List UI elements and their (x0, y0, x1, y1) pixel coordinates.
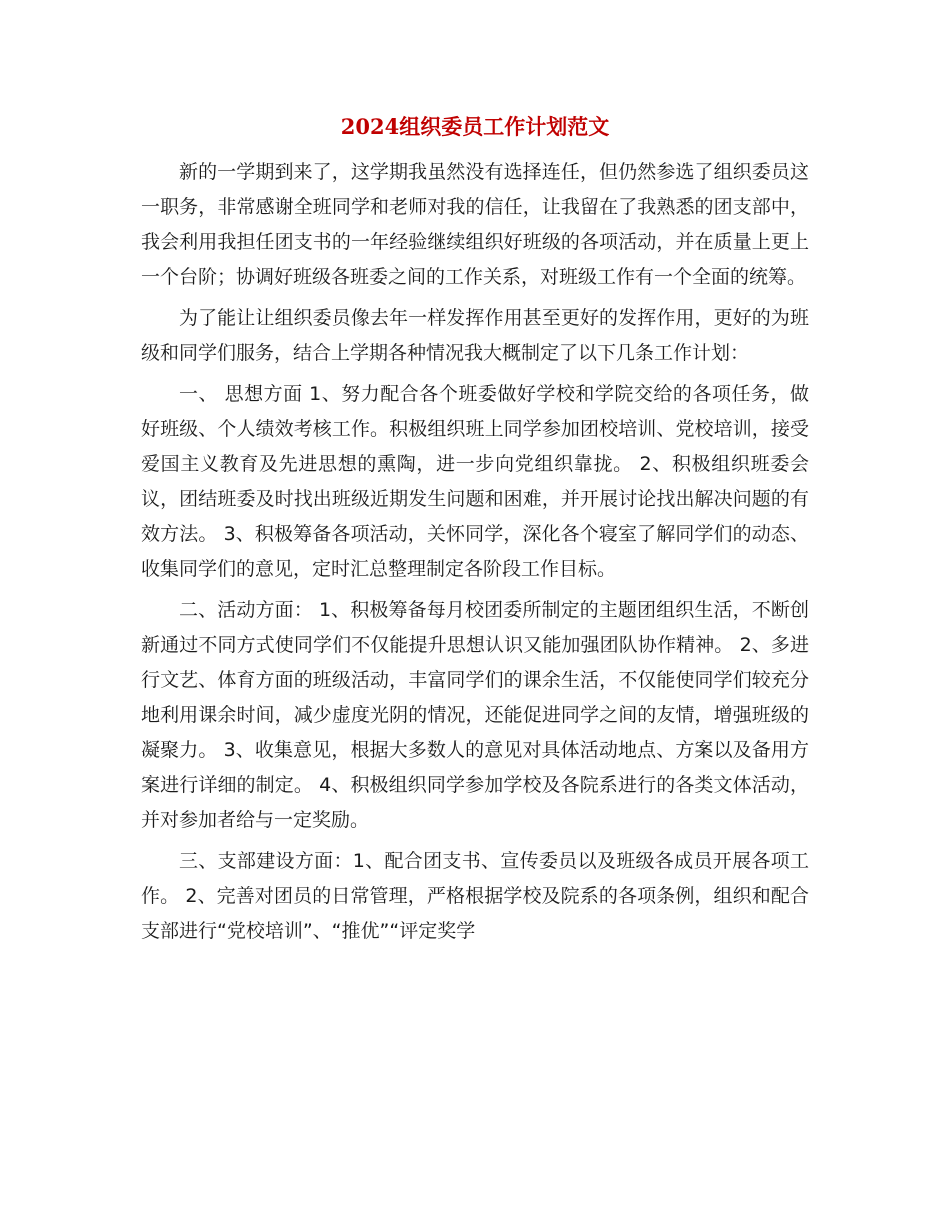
paragraph-activities: 二、活动方面： 1、积极筹备每月校团委所制定的主题团组织生活，不断创新通过不同方式使同学们不仅能提升思想认识又能加强团队协作精神。 2、多进行文艺、体育方面的班级活动，丰富同学们的课余生活，不仅能使同学们较充分地利用课余时间，减少虚度光阴的情况，还能促进同学之间的友情，增强班级的凝聚力。 3、收集意见，根据大多数人的意见对具体活动地点、方案以及备用方案进行详细的制定。 4、积极组织同学参加学校及各院系进行的各类文体活动，并对参加者给与一定奖励。 (141, 599, 809, 831)
document-title: 2024组织委员工作计划范文 (340, 114, 610, 139)
paragraph-intro: 新的一学期到来了，这学期我虽然没有选择连任，但仍然参选了组织委员这一职务，非常感谢全班同学和老师对我的信任，让我留在了我熟悉的团支部中，我会利用我担任团支书的一年经验继续组织好班级的各项活动，并在质量上更上一个台阶；协调好班级各班委之间的工作关系，对班级工作有一个全面的统筹。 (141, 161, 809, 288)
paragraph-branch-building: 三、支部建设方面：1、配合团支书、宣传委员以及班级各成员开展各项工作。 2、完善对团员的日常管理，严格根据学校及院系的各项条例，组织和配合支部进行“党校培训”、“推优”“评定奖学 (141, 850, 809, 942)
paragraph-purpose: 为了能让让组织委员像去年一样发挥作用甚至更好的发挥作用，更好的为班级和同学们服务，结合上学期各种情况我大概制定了以下几条工作计划： (141, 307, 809, 364)
paragraph-thought: 一、 思想方面 1、努力配合各个班委做好学校和学院交给的各项任务，做好班级、个人绩效考核工作。积极组织班上同学参加团校培训、党校培训，接受爱国主义教育及先进思想的熏陶，进一步向党组织靠拢。 2、积极组织班委会议，团结班委及时找出班级近期发生问题和困难，并开展讨论找出解决问题的有效方法。 3、积极筹备各项活动，关怀同学，深化各个寝室了解同学们的动态、收集同学们的意见，定时汇总整理制定各阶段工作目标。 (141, 383, 809, 580)
document-body (141, 155, 809, 955)
